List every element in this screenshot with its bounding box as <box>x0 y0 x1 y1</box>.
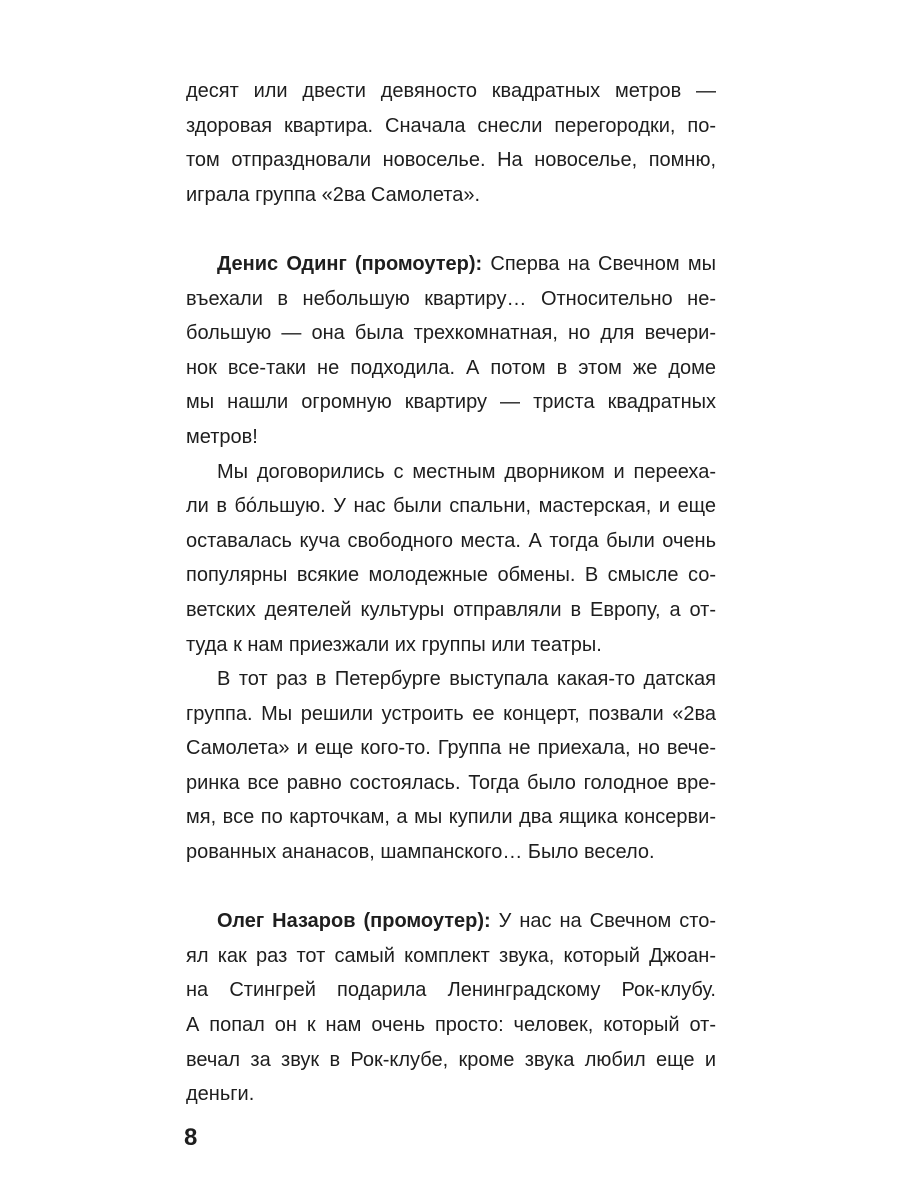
text-line: Мы договорились с местным дворником и перееха- <box>217 460 716 483</box>
speaker-name: Денис Одинг (промоутер): <box>217 252 483 275</box>
speaker-paragraph <box>186 904 716 1112</box>
line-text: У нас на Свечном сто- <box>490 910 716 933</box>
text-line: туда к нам приезжали их группы или театры. <box>186 633 602 656</box>
text-line: ветских деятелей культуры отправляли в Европу, а от- <box>186 598 716 621</box>
text-line: группа. Мы решили устроить ее концерт, позвали «2ва <box>186 702 716 725</box>
text-line: ял как раз тот самый комплект звука, который Джоан- <box>186 944 716 967</box>
text-line: на Стингрей подарила Ленинградскому Рок-клубу. <box>186 979 716 1002</box>
text-line: въехали в небольшую квартиру… Относительно не- <box>186 287 716 310</box>
text-line: мы нашли огромную квартиру — триста квадратных <box>186 391 716 414</box>
paragraph <box>186 455 716 663</box>
text-line: оставалась куча свободного места. А тогда были очень <box>186 529 716 552</box>
paragraph-spacer <box>186 870 716 905</box>
text-line <box>186 247 716 282</box>
page-body <box>186 74 716 1112</box>
text-line: деньги. <box>186 1083 255 1106</box>
page-number: 8 <box>184 1124 198 1151</box>
speaker-name: Олег Назаров (промоутер): <box>217 910 491 933</box>
text-line: том отпраздновали новоселье. На новоселье, помню, <box>186 149 716 172</box>
text-line: играла группа «2ва Самолета». <box>186 183 481 206</box>
text-line: здоровая квартира. Сначала снесли перегородки, по- <box>186 114 716 137</box>
text-line: популярны всякие молодежные обмены. В смысле со- <box>186 564 716 587</box>
line-text: Сперва на Свечном мы <box>482 252 716 275</box>
text-line: мя, все по карточкам, а мы купили два ящика консерви- <box>186 806 716 829</box>
paragraph <box>186 662 716 870</box>
text-line: десят или двести девяносто квадратных метров — <box>186 80 716 102</box>
text-line: ли в бóльшую. У нас были спальни, мастерская, и еще <box>186 495 716 518</box>
paragraph <box>186 74 716 212</box>
text-line: А попал он к нам очень просто: человек, который от- <box>186 1014 716 1037</box>
text-line: В тот раз в Петербурге выступала какая-то датская <box>217 668 716 691</box>
text-line <box>186 904 716 939</box>
text-line: Самолета» и еще кого-то. Группа не приехала, но вече- <box>186 737 716 760</box>
text-line: большую — она была трехкомнатная, но для вечери- <box>186 322 716 345</box>
text-line: нок все-таки не подходила. А потом в этом же доме <box>186 356 716 379</box>
speaker-paragraph <box>186 247 716 455</box>
text-line: вечал за звук в Рок-клубе, кроме звука любил еще и <box>186 1048 716 1071</box>
paragraph-spacer <box>186 212 716 247</box>
text-line: ринка все равно состоялась. Тогда было голодное вре- <box>186 771 716 794</box>
text-line: метров! <box>186 425 258 448</box>
text-line: рованных ананасов, шампанского… Было весело. <box>186 841 655 864</box>
